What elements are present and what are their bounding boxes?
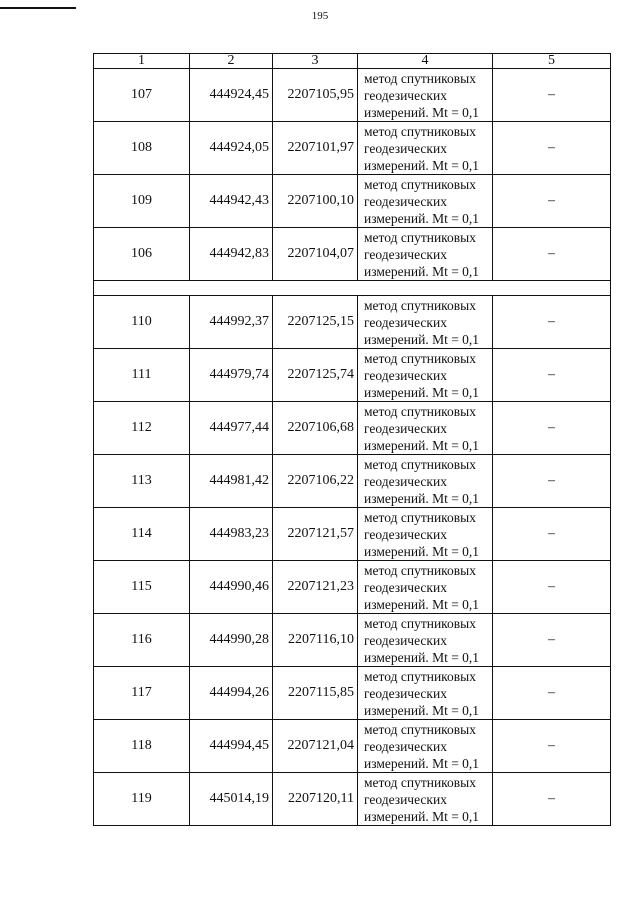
method-line: измерений. Mt = 0,1 xyxy=(364,104,480,120)
y-coordinate: 2207121,04 xyxy=(273,720,358,773)
method-line: геодезических xyxy=(364,314,447,330)
method-cell xyxy=(358,228,493,281)
header-cell-4: 4 xyxy=(358,54,493,69)
y-coordinate: 2207116,10 xyxy=(273,614,358,667)
x-coordinate: 444983,23 xyxy=(190,508,273,561)
method-cell xyxy=(358,296,493,349)
separator-cell xyxy=(94,281,611,296)
y-coordinate: 2207106,68 xyxy=(273,402,358,455)
method-line: геодезических xyxy=(364,193,447,209)
note-cell: – xyxy=(493,455,611,508)
point-number: 118 xyxy=(94,720,190,773)
method-line: метод спутниковых xyxy=(364,615,476,631)
y-coordinate: 2207101,97 xyxy=(273,122,358,175)
note-cell: – xyxy=(493,508,611,561)
method-line: измерений. Mt = 0,1 xyxy=(364,263,480,279)
x-coordinate: 444981,42 xyxy=(190,455,273,508)
note-cell: – xyxy=(493,720,611,773)
note-cell: – xyxy=(493,175,611,228)
method-line: геодезических xyxy=(364,526,447,542)
method-line: метод спутниковых xyxy=(364,123,476,139)
x-coordinate: 444990,46 xyxy=(190,561,273,614)
note-cell: – xyxy=(493,69,611,122)
method-line: геодезических xyxy=(364,632,447,648)
table-row xyxy=(94,614,611,667)
point-number: 114 xyxy=(94,508,190,561)
point-number: 111 xyxy=(94,349,190,402)
method-line: измерений. Mt = 0,1 xyxy=(364,649,480,665)
method-line: измерений. Mt = 0,1 xyxy=(364,755,480,771)
separator-row xyxy=(94,281,611,296)
point-number: 116 xyxy=(94,614,190,667)
header-cell-2: 2 xyxy=(190,54,273,69)
table-row xyxy=(94,455,611,508)
method-line: измерений. Mt = 0,1 xyxy=(364,437,480,453)
page-number: 195 xyxy=(311,10,329,22)
table-row xyxy=(94,349,611,402)
method-cell xyxy=(358,667,493,720)
method-cell xyxy=(358,349,493,402)
method-line: геодезических xyxy=(364,367,447,383)
method-cell xyxy=(358,773,493,826)
method-line: метод спутниковых xyxy=(364,668,476,684)
table-row xyxy=(94,773,611,826)
x-coordinate: 444924,05 xyxy=(190,122,273,175)
method-cell xyxy=(358,614,493,667)
y-coordinate: 2207121,57 xyxy=(273,508,358,561)
header-cell-1: 1 xyxy=(94,54,190,69)
method-line: геодезических xyxy=(364,685,447,701)
header-cell-5: 5 xyxy=(493,54,611,69)
y-coordinate: 2207115,85 xyxy=(273,667,358,720)
header-cell-3: 3 xyxy=(273,54,358,69)
table-row xyxy=(94,508,611,561)
x-coordinate: 444977,44 xyxy=(190,402,273,455)
x-coordinate: 444942,83 xyxy=(190,228,273,281)
table-row xyxy=(94,720,611,773)
method-line: геодезических xyxy=(364,791,447,807)
y-coordinate: 2207120,11 xyxy=(273,773,358,826)
note-cell: – xyxy=(493,614,611,667)
note-cell: – xyxy=(493,402,611,455)
method-cell xyxy=(358,508,493,561)
method-line: метод спутниковых xyxy=(364,774,476,790)
method-line: геодезических xyxy=(364,473,447,489)
method-line: измерений. Mt = 0,1 xyxy=(364,490,480,506)
method-line: геодезических xyxy=(364,246,447,262)
method-cell xyxy=(358,561,493,614)
point-number: 115 xyxy=(94,561,190,614)
method-line: измерений. Mt = 0,1 xyxy=(364,157,480,173)
x-coordinate: 444942,43 xyxy=(190,175,273,228)
table-row xyxy=(94,122,611,175)
x-coordinate: 444979,74 xyxy=(190,349,273,402)
y-coordinate: 2207125,15 xyxy=(273,296,358,349)
table-row xyxy=(94,228,611,281)
point-number: 112 xyxy=(94,402,190,455)
method-cell xyxy=(358,122,493,175)
point-number: 107 xyxy=(94,69,190,122)
y-coordinate: 2207106,22 xyxy=(273,455,358,508)
method-line: метод спутниковых xyxy=(364,176,476,192)
method-cell xyxy=(358,69,493,122)
note-cell: – xyxy=(493,561,611,614)
table-row xyxy=(94,69,611,122)
method-line: геодезических xyxy=(364,738,447,754)
y-coordinate: 2207104,07 xyxy=(273,228,358,281)
table-row xyxy=(94,402,611,455)
point-number: 109 xyxy=(94,175,190,228)
point-number: 110 xyxy=(94,296,190,349)
point-number: 108 xyxy=(94,122,190,175)
method-line: метод спутниковых xyxy=(364,70,476,86)
method-line: метод спутниковых xyxy=(364,721,476,737)
method-cell xyxy=(358,175,493,228)
method-line: измерений. Mt = 0,1 xyxy=(364,543,480,559)
method-line: измерений. Mt = 0,1 xyxy=(364,702,480,718)
note-cell: – xyxy=(493,296,611,349)
x-coordinate: 444924,45 xyxy=(190,69,273,122)
x-coordinate: 445014,19 xyxy=(190,773,273,826)
method-line: измерений. Mt = 0,1 xyxy=(364,596,480,612)
x-coordinate: 444992,37 xyxy=(190,296,273,349)
method-cell xyxy=(358,455,493,508)
point-number: 113 xyxy=(94,455,190,508)
method-line: геодезических xyxy=(364,140,447,156)
method-cell xyxy=(358,402,493,455)
y-coordinate: 2207105,95 xyxy=(273,69,358,122)
point-number: 119 xyxy=(94,773,190,826)
note-cell: – xyxy=(493,773,611,826)
note-cell: – xyxy=(493,122,611,175)
method-line: измерений. Mt = 0,1 xyxy=(364,331,480,347)
method-line: метод спутниковых xyxy=(364,509,476,525)
corner-rule xyxy=(0,7,76,9)
table-row xyxy=(94,667,611,720)
header-row xyxy=(94,54,611,69)
method-line: измерений. Mt = 0,1 xyxy=(364,808,480,824)
method-line: метод спутниковых xyxy=(364,562,476,578)
point-number: 106 xyxy=(94,228,190,281)
point-number: 117 xyxy=(94,667,190,720)
table-row xyxy=(94,296,611,349)
method-line: геодезических xyxy=(364,579,447,595)
method-line: метод спутниковых xyxy=(364,297,476,313)
note-cell: – xyxy=(493,349,611,402)
table-row xyxy=(94,561,611,614)
table-row xyxy=(94,175,611,228)
y-coordinate: 2207121,23 xyxy=(273,561,358,614)
method-line: геодезических xyxy=(364,420,447,436)
y-coordinate: 2207100,10 xyxy=(273,175,358,228)
method-line: измерений. Mt = 0,1 xyxy=(364,384,480,400)
method-cell xyxy=(358,720,493,773)
note-cell: – xyxy=(493,228,611,281)
method-line: метод спутниковых xyxy=(364,229,476,245)
method-line: геодезических xyxy=(364,87,447,103)
x-coordinate: 444994,26 xyxy=(190,667,273,720)
y-coordinate: 2207125,74 xyxy=(273,349,358,402)
method-line: метод спутниковых xyxy=(364,456,476,472)
method-line: измерений. Mt = 0,1 xyxy=(364,210,480,226)
x-coordinate: 444990,28 xyxy=(190,614,273,667)
method-line: метод спутниковых xyxy=(364,403,476,419)
coordinates-table xyxy=(93,53,611,826)
method-line: метод спутниковых xyxy=(364,350,476,366)
note-cell: – xyxy=(493,667,611,720)
x-coordinate: 444994,45 xyxy=(190,720,273,773)
